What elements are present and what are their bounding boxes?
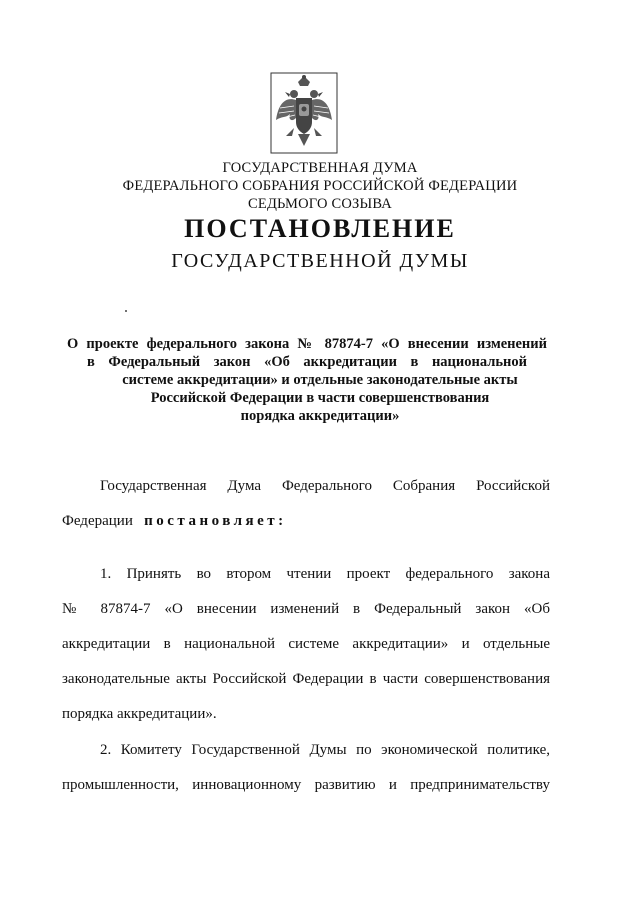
item1-line-3: аккредитации в национальной системе аккредитации» и отдельные bbox=[62, 636, 550, 652]
decree-word: постановляет: bbox=[144, 513, 287, 529]
preamble-line-2 bbox=[62, 513, 550, 530]
header-line-2: ФЕДЕРАЛЬНОГО СОБРАНИЯ РОССИЙСКОЙ ФЕДЕРАЦИИ bbox=[122, 178, 518, 194]
subject-line-3: системе аккредитации» и отдельные законодательные акты bbox=[122, 372, 518, 388]
header-line-1: ГОСУДАРСТВЕННАЯ ДУМА bbox=[222, 160, 418, 176]
scan-speck bbox=[125, 310, 127, 312]
item2-line-1: 2. Комитету Государственной Думы по экономической политике, bbox=[100, 742, 550, 758]
preamble-line-1: Государственная Дума Федерального Собрания Российской bbox=[100, 478, 550, 494]
item1-line-5: порядка аккредитации». bbox=[62, 706, 217, 722]
subject-line-1: О проекте федерального закона № 87874-7 «О внесении изменений bbox=[67, 336, 547, 352]
item1-line-2: № 87874-7 «О внесении изменений в Федеральный закон «Об bbox=[62, 601, 550, 617]
preamble-prefix: Федерации bbox=[62, 513, 133, 529]
document-title: ПОСТАНОВЛЕНИЕ bbox=[184, 214, 456, 243]
subject-line-2: в Федеральный закон «Об аккредитации в национальной bbox=[87, 354, 527, 370]
subject-line-5: порядка аккредитации» bbox=[240, 408, 400, 424]
item1-line-1: 1. Принять во втором чтении проект федерального закона bbox=[100, 566, 550, 582]
document-subtitle: ГОСУДАРСТВЕННОЙ ДУМЫ bbox=[171, 250, 469, 272]
header-line-3: СЕДЬМОГО СОЗЫВА bbox=[248, 196, 392, 212]
subject-line-4: Российской Федерации в части совершенствования bbox=[150, 390, 490, 406]
item1-line-4: законодательные акты Российской Федерации в части совершенствования bbox=[62, 671, 550, 687]
coat-of-arms-icon bbox=[270, 72, 338, 154]
item2-line-2: промышленности, инновационному развитию и предпринимательству bbox=[62, 777, 550, 793]
